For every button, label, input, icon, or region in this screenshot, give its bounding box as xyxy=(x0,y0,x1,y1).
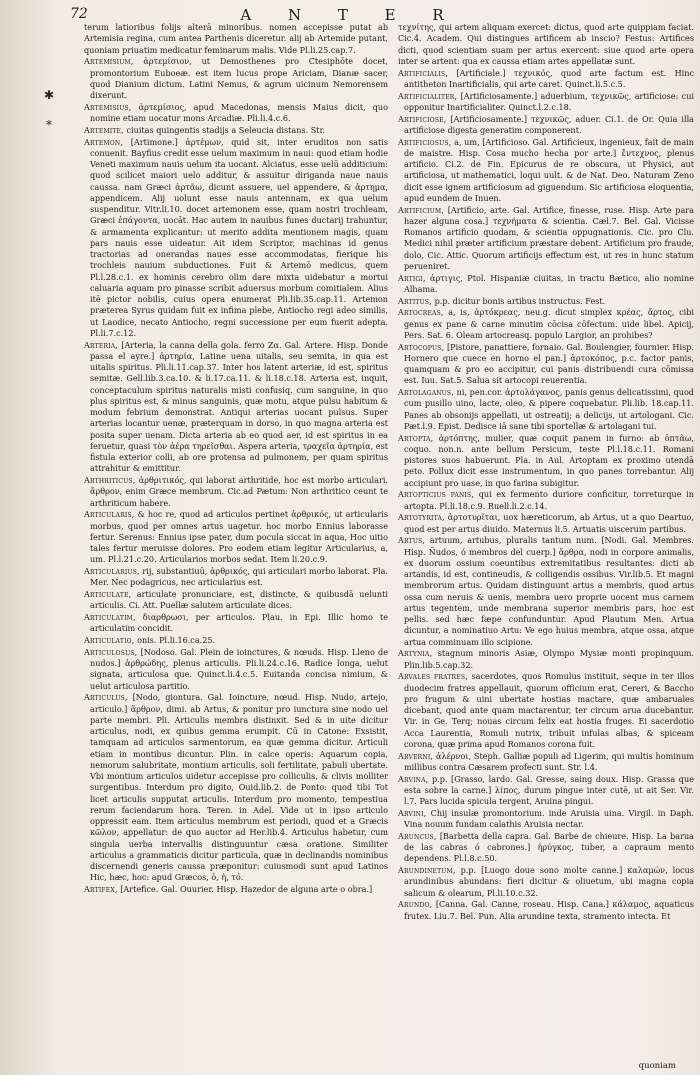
dictionary-entry xyxy=(398,535,694,648)
entry-headword: Artificialiter, xyxy=(398,90,458,101)
entry-headword: Artolaganus, xyxy=(398,387,455,397)
dictionary-entry xyxy=(398,774,694,808)
entry-text: [Artificio, arte. Gal. Artifice, finesse, ruse. Hisp. Arte para hazer alguna cosa.] τεχνήματα & scientia. Cæl.7. Bel. Gal. Vicisse Romanos artificio quodam, & scientia oppugnationis. Cic. pro Clu. Medici nihil præter artificium præstare debent. Artificium pro fraude, dolo, Cic. Attic. Quorum artificijs effectum est, ut res in hunc statum perueniret. xyxy=(404,204,694,271)
dictionary-entry xyxy=(398,296,694,307)
entry-text: [Artimone.] ἀρτέμων, quid sit, inter eruditos non satis conuenit. Bayfius credit esse uelum maximum in naui: quod etiam hodie Veneti maximum nauis uelum ita uocant. Alciatus, esse uelū additicium: quod scilicet maiori uelo additur, & assuitur diriganda naue nauis caussa. nam Græci ἀρτᾶω, dicunt assuere, uel appendere, & ἀρτημα, appendicem. Alij uolunt esse nauis antennam, ex qua uelum suspenditur. Vitr.li.10. docet artemonem esse, quam nostri trochleam, Græci ἐπάγοντα, uocāt. Hac autem in nauibus funes ductarij trahuntur, & armamenta explicantur: ut merito addita mentionem magis, quam pars nauis esse uideatur. Ait idem Scriptor, machinas id genus tractorias ad onerandas naues esse accommodatas, fierique his trochleis nauium subductiones. Fuit & Artemō medicus, quem Pl.l.28.c.1. ex hominis cerebro olim dare mixta uidebatur a mortui caluaria aquam pro pinasse scribit aduersus morbum comitialem. Alius itē pictor nobilis, cuius opera enumerat Pli.lib.35.cap.11. Artemon præterea Syrus quidam fuit ex infima plebe, Antiocho regi adeo similis, ut Laodice, necato Antiocho, regni successione per eum fuerit adepta. Pl.li.7.c.12. xyxy=(90,136,388,338)
entry-text: ni, pen.cor. ἀρτολάγανος, panis genus delicatissimi, quod cum pusillo uino, lacte, oleo, & pipere coquebatur. Pli.lib. 18.cap.11. Panes ab obsonijs appellati, ut ostreatij; a delicijs, ut artologani. Cic. Pæt.l.9. Epist. Dedisce iā sane tibi sportellæ & artolagani tui. xyxy=(404,387,694,431)
entry-text: ἀρτεμίσιος, apud Macedonas, mensis Maius dicit, quo nomine etiam uocatur mons Arcadiæ. Pli.li.4.c.6. xyxy=(90,101,388,123)
dictionary-entry xyxy=(398,489,694,512)
entry-headword: Articulatio, xyxy=(84,635,135,645)
entry-headword: Arverni, xyxy=(398,750,434,761)
dictionary-entry xyxy=(84,566,388,589)
dictionary-entry xyxy=(84,102,388,125)
dictionary-entry xyxy=(398,433,694,489)
running-head: A N T E R xyxy=(240,6,460,24)
entry-headword: Articulus, xyxy=(84,692,128,703)
entry-text: ἀρτιγις, Ptol. Hispaniæ ciuitas, in tractu Bætico, alio nomine Alhama. xyxy=(404,272,694,294)
entry-text: a, is, ἀρτόκρεας, neu.g. dicut simplex κρέας, ἄρτος, cibi genus ex pane & carne minutim cōcisa cōfectum. uide libel. Apicij, Pers. Sat. 6. Oleam artocreasq. populo Largior, an prohibes? xyxy=(404,307,694,340)
dictionary-entry xyxy=(398,137,694,205)
entry-headword: Artynia, xyxy=(398,648,433,659)
dictionary-entry xyxy=(398,865,694,899)
entry-headword: Arvina, xyxy=(398,773,429,784)
entry-text: terum latioribus folijs alterā minoribus. nomen accepisse putat ab Artemisia regina, cum antea Parthenis diceretur. alij ab Artemide putant, quoniam priuatim medicatur feminarum malis. Vide Pl.li.25.cap.7. xyxy=(84,22,388,55)
entry-text: [Artificiosamente.] τεχνικῶς, aduer. Ci.1. de Or. Quia illa artificiose digesta generatim componerent. xyxy=(404,113,694,135)
dictionary-entry xyxy=(398,205,694,273)
dictionary-entry xyxy=(84,884,388,895)
page-number: 72 xyxy=(70,6,88,22)
entry-text: artuum, artubus, pluralis tantum num. [Nodi. Gal. Membres. Hisp. Ñudos, ó membros del cuerp.] ἄρθρα, nodi in corpore animalis, ex duorum ossium coeuntibus extremitatibus resultantes: dicti ab artandis, id est, contineudis, & colligendis ossibus. Vir.lib.5. Et magni membrorum artus. Quidam distinguunt artus a membris, quod artus ossa cum neruis & uenis, membra uero proprie uocent mus carnem artus tegentem, unde membrana superior membris pars, hoc est pellis. sed hæc fæpe confunduntur. Apud Plautum Men. Artua dicuntur, a nominatiuo Artu: Ve ego huius membra, atque ossa, atque artua comminuam illo scipione. xyxy=(404,535,694,647)
hand-annotation-mark: ✱ xyxy=(44,88,55,102)
dictionary-entry xyxy=(398,899,694,922)
entry-headword: Artificium, xyxy=(398,204,445,215)
hand-annotation-mark: ⁎ xyxy=(46,114,52,128)
entry-text: sacerdotes, quos Romulus instituit, seque in ter illos duodecim fratres appellauit, quorum officium erat, Cereri, & Baccho pro frugum & uini ubertate hostias mactare, quæ ambaruales dicebant, quod ante quam mactarentur, ter circum arua ducebantur. Vir. in Ge. Terq; nouas circum felix eat hostia fruges. Ei sacerdotio Acca Laurentia, Romuli nutrix, tribuit infulas albas, & spiceam corona, quæ prima apud Romanos corona fuit. xyxy=(404,671,694,749)
entry-headword: Articularis, xyxy=(84,509,135,520)
entry-text: [Artificiosamente.] aduerbium, τεχνικῶς, artificiose: cui opponitur Inartificialiter. Quinct.l.2.c.18. xyxy=(404,90,694,112)
dictionary-entry xyxy=(398,68,694,91)
entry-text: [Artificiale.] τεχνικός, quod arte factum est. Hinc antitheton Inartificialis, qui arte caret. Quinct.li.5.c.5. xyxy=(404,67,694,89)
entry-text: [Barbetta della capra. Gal. Barbe de chieure. Hisp. La barua de las cabras ó cabrones.] ἠρύγκος, tuber, a capraum mento dependens. Pl.l.8.c.50. xyxy=(404,830,694,864)
dictionary-entry xyxy=(398,114,694,137)
entry-headword: Arthriticus, xyxy=(84,475,136,485)
entry-headword: Artificialis, xyxy=(398,67,449,78)
entry-text: ἀλέρνοι, Steph. Galliæ populi ad Ligerim, qui multis hominum millibus contra Cæsarem profecti sunt. Str. l.4. xyxy=(404,750,694,772)
dictionary-entry xyxy=(84,137,388,340)
dictionary-entry xyxy=(398,648,694,671)
entry-text: ἀρτοτυρῖται, uox hæreticorum, ab Artus, ut a quo Deartuo, quod est per artus diuido. Maternus li.5. Artuatis uiscerum partibus. xyxy=(404,512,694,534)
entry-headword: Artificiosus, xyxy=(398,136,452,147)
entry-text: p.p. [Grasso, lardo. Gal. Gresse, saing doux. Hisp. Grassa que esta sobre la carne.] λίπος, durum pingue inter cutē, ut ait Ser. Vir. l.7. Pars lucida spicula tergent, Aruina pingui. xyxy=(404,773,694,806)
dictionary-entry xyxy=(398,808,694,831)
dictionary-entry xyxy=(84,22,388,56)
entry-headword: Artotyrita, xyxy=(398,512,445,523)
entry-headword: Artemisium, xyxy=(84,56,134,67)
entry-text: διαρθρωσι, per articulos. Plau. in Epi. Illic homo te articulatim concidit. xyxy=(90,612,388,634)
entry-text: ἀρθριτικός, qui laborat arthritide, hoc est morbo articulari. ἄρθρον, enim Græce membrum. Cic.ad Pætum: Non arthritico ceunt te arthriticum habere. xyxy=(90,475,388,508)
entry-headword: Articularius, xyxy=(84,566,140,576)
entry-headword: Arvales fratres, xyxy=(398,671,468,682)
entry-text: & hoc re, quod ad articulos pertinet ἀρθρικός, ut articularis morbus, quod per omnes artus uagetur. hoc morbo Ennius laborasse fertur. Serenus: Ennius ipse pater, dum pocula siccat in aqua, Hoc uitio tales fertur meruisse dolores. Pro eodem etiam legitur Articularius, a, um. Pl.l.21.c.20. Articularios morbos sedat. Item li.20.c.9. xyxy=(90,509,388,565)
right-column xyxy=(398,22,694,1070)
dictionary-entry xyxy=(398,342,694,387)
entry-headword: Artopticius panis, xyxy=(398,489,475,500)
entry-text: a, um, [Artificioso. Gal. Artificieux, ingenieux, fait de main de maistre. Hisp. Cosa mucho hecha por arte.] ἔντεχνος, plenus artificio. Ci.2. de Fin. Epicurus de re obscura, ut Physici, aut artificiosa, ut mathematici, loqui uult. & de Nat. Deo. Naturam Zeno dicit esse ignem artificiosum ad giguendum. Sic artificiosa eloquentia, apud eundem de Inuen. xyxy=(404,136,694,203)
entry-text: qui ex fermento duriore conficitur, torreturque in artopta. Pl.li.18.c.9. Ruell.li.2.c.14. xyxy=(404,489,694,511)
dictionary-entry xyxy=(398,512,694,535)
dictionary-entry xyxy=(84,635,388,646)
entry-headword: Artemisius, xyxy=(84,101,132,112)
entry-text: [Arteria, la canna della gola. ferro Ζα. Gal. Artere. Hisp. Donde passa el ayre.] ἀρτηρία, Latine uena uitalis, seu semita, in qua est uitalis spiritus. Pli.li.11.cap.37. Inter hos latent arteriæ, id est, spiritus semitæ. Gell.lib.3.ca.10. & li.17.ca.11. & li.18.c.18. Arteria est, inquit, conceptaculum spiritus naturalis misti confusiq. cum sanguine, in quo plus spiritus est, & minus sanguinis, quæ motu, atque pulsu habitum & modum febrium demonstrat. Antiqui arterias uocant pulsus. Super arterias locantur uenæ, præterquam in dorso, in quo magna arteria est posita super uenam. Dicta arteria ab eo quod aer, id est spiritus in ea feruetur, quasi τὸν ἀέρα τηρεῖσθαι. Aspera arteria, τραχεῖα ἀρτηρία, est fistula exterior colli, ab ore protensa ad pulmonem, per quam spiritus attrahitur & emittitur. xyxy=(90,339,388,474)
dictionary-entry xyxy=(84,125,388,136)
dictionary-entry xyxy=(398,22,694,67)
entry-headword: Arundinetum, xyxy=(398,865,456,875)
entry-text: rij, substantiuū, ἀρθρικός, qui articulari morbo laborat. Pla. Mer. Nec podagricus, nec articularius est. xyxy=(90,566,388,588)
dictionary-entry xyxy=(84,589,388,612)
dictionary-entry xyxy=(84,692,388,883)
entry-text: p.p. [Luogo doue sono molte canne.] καλαμών, locus arundinibus abundans: fieri dicitur & oliuetum, ubi magna copia salicum & olearum, Pl.li.10.c.32. xyxy=(404,865,694,898)
entry-text: [Nodoso. Gal. Plein de ioinctures, & nœuds. Hisp. Lleno de nudos.] ἀρθρώδης, plenus articulis. Pli.li.24.c.16. Radice longa, uelut signata, articulosa que. Quinct.li.4.c.5. Euitanda concisa nimium, & uelut articulosa partitio. xyxy=(90,646,388,691)
dictionary-entry xyxy=(84,612,388,635)
entry-text: articulate pronunciare, est, distincte, & quibusdā uelunti articulis. Ci. Att. Puellæ salutem articulate dices. xyxy=(90,589,388,611)
entry-headword: Arundo, xyxy=(398,899,433,910)
dictionary-entry xyxy=(84,56,388,101)
dictionary-entry xyxy=(398,307,694,341)
dictionary-entry xyxy=(84,340,388,475)
catchword: quoniam xyxy=(638,1061,676,1071)
entry-text: [Nodo, giontura. Gal. Ioincture, nœud. Hisp. Nudo, artejo, articulo.] ἄρθρον, dimi. ab Artus, & ponitur pro iunctura sine nodo uel parte membri. Pli. Articulis membra distinxit. Sed & in uite dicitur articulus, nodi, ex quibus gemma erumpit. Cū in Catone: Exsistit, tamquam ad articulos sarmentorum, ea quæ gemma dicitur. Articuli etiam in montibus dicuntur. Plin. in calce operis: Aquarum copia, nemorum salubritate, montium articulis, soli fertilitate, pabuli ubertate. Vbi montium articulos uidetur accepisse pro colliculis, & clivis molliter surgentibus. Interdum pro digito, Ouid.lib.2. de Ponto: quod tibi Tot licet articulis supputat articulis. Interdum pro momento, tempestiua rerum faciendarum hora. Teren. in Adel. Vide ut in ipso articulo oppressit eam. Item articulus membrum est periodi, quod et a Græcis κῶλον, appellatur: de quo auctor ad Her.lib.4. Articulus habetur, cum singula uerba intervallis distinguuntur cæsa oratione. Similiter articulus a grammaticis dicitur particula, quæ in declinandis nominibus discernendi generis caussa præponitur: cuiusmodi sunt apud Latinos Hic, hæc, hoc: apud Græcos, ὁ, ἡ, τό. xyxy=(90,692,388,883)
entry-headword: Artitus, xyxy=(398,295,432,306)
entry-headword: Aruncus, xyxy=(398,830,437,841)
entry-headword: Artigi, xyxy=(398,272,426,283)
entry-headword: Articulatim, xyxy=(84,612,136,622)
entry-headword: Artocreas, xyxy=(398,307,444,318)
entry-text: Chij insulæ promontorium. inde Aruisia uina. Virgil. in Daph. Vina nouum fundam calathis Aruisia nectar. xyxy=(404,807,694,829)
entry-headword: Artocopus, xyxy=(398,341,445,352)
entry-text: ciuitas quingentis stadijs a Seleucia distans. Str. xyxy=(126,124,326,135)
entry-headword: Artemite, xyxy=(84,124,124,135)
entry-text: τεχνίτης, qui artem aliquam exercet: dictus, quod arte quippiam faciat. Cic.4. Academ. Qui distingues artificem ab inscio? Festus: Artifices dicti, quod scientiam suam per artus exercent: siue quod arte opera inter se artent: qua ex caussa etiam artes appellatæ sunt. xyxy=(398,22,694,66)
dictionary-entry xyxy=(398,831,694,865)
entry-text: onis. Pl.li.16.ca.25. xyxy=(137,635,216,645)
dictionary-entry xyxy=(398,387,694,432)
entry-text: stagnum minoris Asiæ, Olympo Mysiæ monti propinquum. Plin.lib.5.cap.32. xyxy=(404,648,694,670)
entry-headword: Artificiose, xyxy=(398,113,447,124)
entry-headword: Artifex, xyxy=(84,884,118,894)
dictionary-entry xyxy=(398,671,694,750)
entry-text: [Canna. Gal. Canne, roseau. Hisp. Cana.] κάλαμος, aquaticus frutex. Liu.7. Bel. Pun. Alia arundine texta, stramento intecta. Et xyxy=(404,899,694,921)
entry-headword: Articulosus, xyxy=(84,646,138,657)
dictionary-entry xyxy=(398,751,694,774)
entry-headword: Arteria, xyxy=(84,339,119,350)
entry-text: ἀρτεμίσιον, ut Demosthenes pro Ctesiphōte docet, promontorium Euboeæ. est item lucus prope Ariciam, Dianæ sacer, quod Dianium dictum. Latini Nemus, & agrum uicinum Nemorensem dixerunt. xyxy=(90,56,388,100)
entry-text: [Artefice. Gal. Ouurier. Hisp. Hazedor de alguna arte o obra.] xyxy=(120,884,373,894)
left-column xyxy=(84,22,388,1070)
entry-headword: Articulate, xyxy=(84,589,132,599)
entry-headword: Artus, xyxy=(398,535,426,546)
entry-headword: Artopta, xyxy=(398,432,434,443)
dictionary-entry xyxy=(84,647,388,692)
entry-headword: Arvini, xyxy=(398,807,427,818)
entry-headword: Artemon, xyxy=(84,136,124,147)
dictionary-entry xyxy=(398,91,694,114)
entry-text: p.p. dicitur bonis artibus instructus. Fest. xyxy=(434,295,606,306)
dictionary-entry xyxy=(84,475,388,509)
entry-text: ἀρτόπτης, mulier, quæ coquit panem in furno: ab ὀπτᾶω, coquo. non.n. ante bellum Persicum, teste Pl.l.18.c.11. Romani pistores suos habuerunt. Pla. in Aul. Artoptam ex proximo utendā peto. Pollux dicit esse instrumentum, in quo panes torrebantur. Alij accipiunt pro uase, in quo farina subigitur. xyxy=(404,432,694,488)
dictionary-entry xyxy=(398,273,694,296)
dictionary-entry xyxy=(84,509,388,565)
entry-text: [Pistore, panattiere, fornaio. Gal. Boulengier, fournier. Hisp. Hornero que cuece en horno el pan.] ἀρτοκόπος, p.c. factor panis, quamquam & pro eo accipitur, cui panis distribuendi cura cōmissa est. Iuu. Sat.5. Salua sit artocopi reuerentia. xyxy=(404,341,694,386)
